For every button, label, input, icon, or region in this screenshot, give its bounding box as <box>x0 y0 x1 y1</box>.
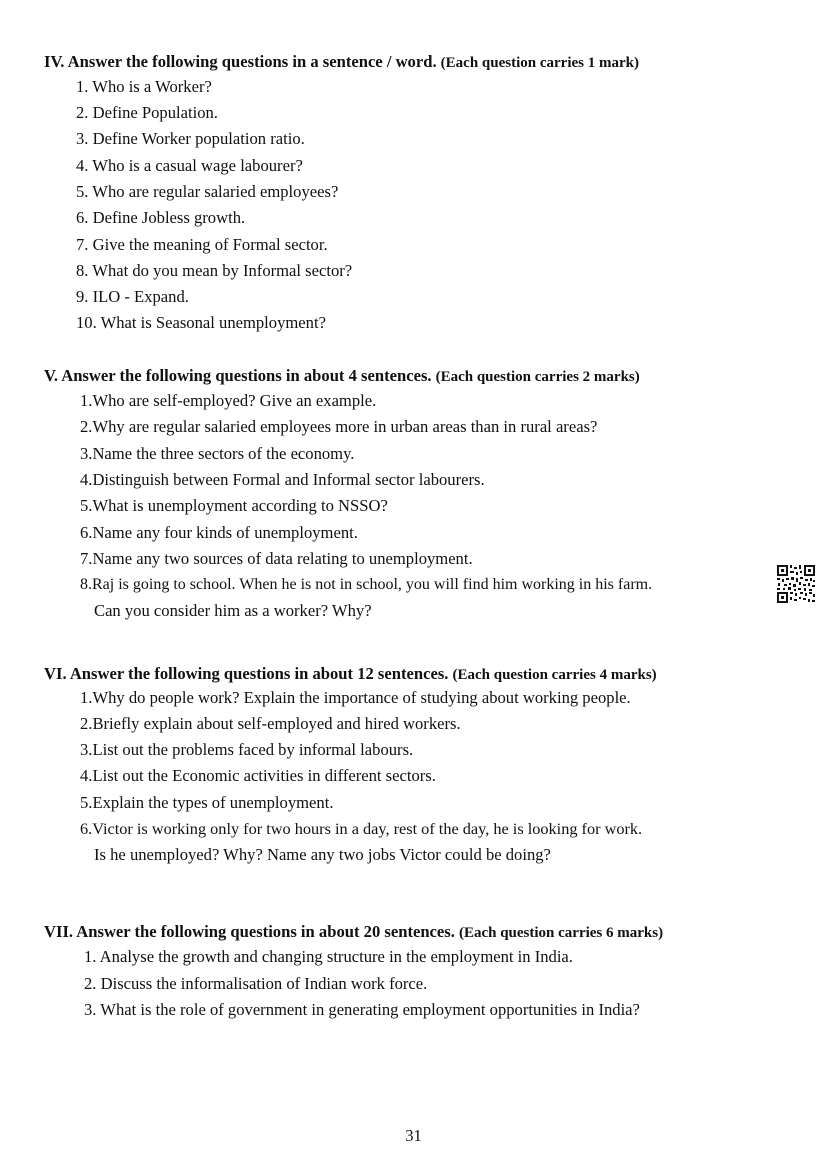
section-5-heading <box>44 366 640 387</box>
question-6-3: 3.List out the problems faced by informal labours. <box>80 740 414 759</box>
question-5-8: 8.Raj is going to school. When he is not in school, you will find him working in his farm. <box>80 576 653 593</box>
question-5-6: 6.Name any four kinds of unemployment. <box>80 523 358 542</box>
question-4-6: 6. Define Jobless growth. <box>76 208 246 227</box>
question-4-10: 10. What is Seasonal unemployment? <box>76 313 326 332</box>
question-6-6: 6.Victor is working only for two hours in a day, rest of the day, he is looking for work. <box>80 819 643 838</box>
question-4-7: 7. Give the meaning of Formal sector. <box>76 235 328 254</box>
section-4-title: IV. Answer the following questions in a sentence / word. <box>44 52 437 71</box>
question-6-5: 5.Explain the types of unemployment. <box>80 793 334 812</box>
question-5-1: 1.Who are self-employed? Give an example. <box>80 391 377 410</box>
question-5-4: 4.Distinguish between Formal and Informal sector labourers. <box>80 470 485 489</box>
section-7-marks-note: (Each question carries 6 marks) <box>458 925 664 941</box>
question-4-9: 9. ILO - Expand. <box>76 287 189 306</box>
question-5-3: 3.Name the three sectors of the economy. <box>80 444 355 463</box>
section-4-marks-note: (Each question carries 1 mark) <box>440 55 639 71</box>
question-6-2: 2.Briefly explain about self-employed and hired workers. <box>80 714 461 733</box>
section-7-heading <box>44 922 663 943</box>
question-5-8-continued: Can you consider him as a worker? Why? <box>94 601 372 620</box>
qr-code-icon <box>776 564 816 604</box>
section-4-heading <box>44 52 639 73</box>
section-6-heading <box>44 664 657 685</box>
question-4-4: 4. Who is a casual wage labourer? <box>76 156 303 175</box>
section-6-title: VI. Answer the following questions in about 12 sentences. <box>44 664 449 683</box>
question-6-4: 4.List out the Economic activities in different sectors. <box>80 766 436 785</box>
question-4-2: 2. Define Population. <box>76 103 218 122</box>
question-7-1: 1. Analyse the growth and changing structure in the employment in India. <box>84 947 573 966</box>
section-6-marks-note: (Each question carries 4 marks) <box>452 667 657 683</box>
question-5-7: 7.Name any two sources of data relating to unemployment. <box>80 549 473 568</box>
page-number: 31 <box>405 1126 422 1145</box>
section-7-title: VII. Answer the following questions in about 20 sentences. <box>44 922 455 941</box>
section-5-marks-note: (Each question carries 2 marks) <box>435 369 640 385</box>
question-5-2: 2.Why are regular salaried employees more in urban areas than in rural areas? <box>80 417 598 436</box>
question-4-1: 1. Who is a Worker? <box>76 77 212 96</box>
question-5-5: 5.What is unemployment according to NSSO? <box>80 496 388 515</box>
question-4-3: 3. Define Worker population ratio. <box>76 129 305 148</box>
question-4-5: 5. Who are regular salaried employees? <box>76 182 339 201</box>
section-5-title: V. Answer the following questions in about 4 sentences. <box>44 366 432 385</box>
question-6-6-continued: Is he unemployed? Why? Name any two jobs Victor could be doing? <box>94 845 551 864</box>
question-4-8: 8. What do you mean by Informal sector? <box>76 261 353 280</box>
question-7-2: 2. Discuss the informalisation of Indian work force. <box>84 974 428 993</box>
question-6-1: 1.Why do people work? Explain the importance of studying about working people. <box>80 688 631 707</box>
question-7-3: 3. What is the role of government in generating employment opportunities in India? <box>84 1000 640 1019</box>
